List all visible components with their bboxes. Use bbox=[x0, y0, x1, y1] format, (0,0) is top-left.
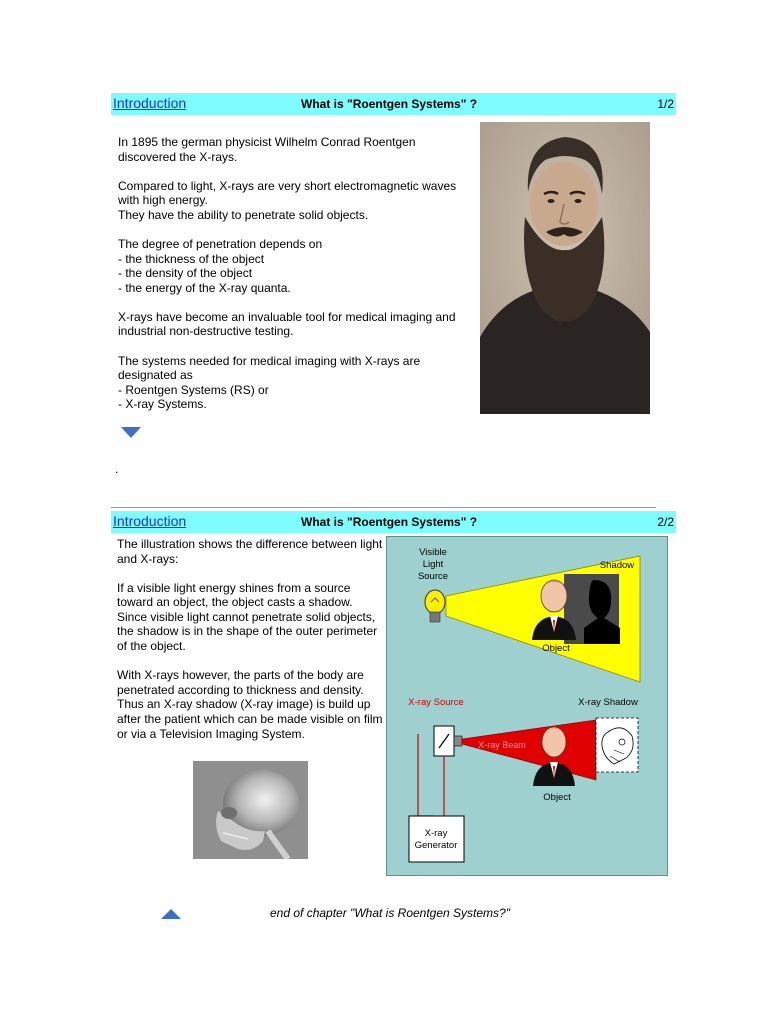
section1-text bbox=[118, 135, 458, 426]
label-object-top: Object bbox=[542, 643, 570, 654]
skull-xray-image bbox=[193, 761, 308, 859]
page-indicator-2: 2/2 bbox=[657, 515, 674, 529]
section2-header-bar bbox=[111, 511, 676, 533]
label-xray-beam: X-ray Beam bbox=[478, 740, 526, 750]
label-generator-2: Generator bbox=[414, 840, 458, 851]
paragraph-imaging-tool: X-rays have become an invaluable tool for medical imaging and industrial non-destructive testing. bbox=[118, 309, 456, 339]
label-source: Source bbox=[417, 571, 449, 582]
next-page-arrow-icon[interactable] bbox=[121, 427, 141, 438]
paragraph-illustration-intro: The illustration shows the difference between light and X-rays: bbox=[117, 537, 383, 566]
section-divider bbox=[111, 507, 656, 508]
introduction-link-2[interactable]: Introduction bbox=[113, 513, 187, 529]
label-xray-source: X-ray Source bbox=[408, 697, 464, 708]
light-vs-xray-diagram bbox=[386, 536, 668, 876]
label-object-bottom: Object bbox=[543, 792, 571, 803]
paragraph-light-comparison: Compared to light, X-rays are very short electromagnetic waves with high energy. They have the ability to penetrate solid objects. bbox=[118, 178, 457, 222]
section2-title: What is "Roentgen Systems" ? bbox=[301, 515, 478, 529]
introduction-link-1[interactable]: Introduction bbox=[113, 95, 187, 111]
paragraph-xray-shadow: With X-rays however, the parts of the body are penetrated according to thickness and density. Thus an X-ray shadow (X-ray image) is build up after the patient which can be made visible on film or via a Television Imaging System. bbox=[117, 668, 383, 741]
label-light: Light bbox=[422, 559, 444, 570]
section1-title: What is "Roentgen Systems" ? bbox=[301, 97, 478, 111]
paragraph-discovery: In 1895 the german physicist Wilhelm Conrad Roentgen discovered the X-rays. bbox=[118, 135, 416, 164]
label-xray-shadow: X-ray Shadow bbox=[578, 697, 638, 708]
previous-page-arrow-icon[interactable] bbox=[161, 909, 181, 919]
stray-mark: . bbox=[115, 462, 119, 476]
roentgen-portrait bbox=[480, 122, 650, 414]
section2-text bbox=[117, 537, 385, 756]
paragraph-penetration: The degree of penetration depends on - the thickness of the object - the density of the object - the energy of the X-ray quanta. bbox=[118, 236, 323, 295]
end-of-chapter-text: end of chapter "What is Roentgen Systems?" bbox=[270, 906, 510, 920]
label-generator-1: X-ray bbox=[424, 828, 448, 839]
label-shadow: Shadow bbox=[599, 560, 635, 571]
page-indicator-1: 1/2 bbox=[657, 97, 674, 111]
paragraph-system-names: The systems needed for medical imaging with X-rays are designated as - Roentgen Systems (RS) or - X-ray Systems. bbox=[118, 353, 421, 412]
section1-header-bar bbox=[111, 93, 676, 115]
label-visible: Visible bbox=[419, 547, 447, 558]
paragraph-visible-light: If a visible light energy shines from a source toward an object, the object casts a shadow. Since visible light cannot penetrate solid objects, the shadow is in the shape of the outer perimeter of the object. bbox=[117, 580, 378, 654]
